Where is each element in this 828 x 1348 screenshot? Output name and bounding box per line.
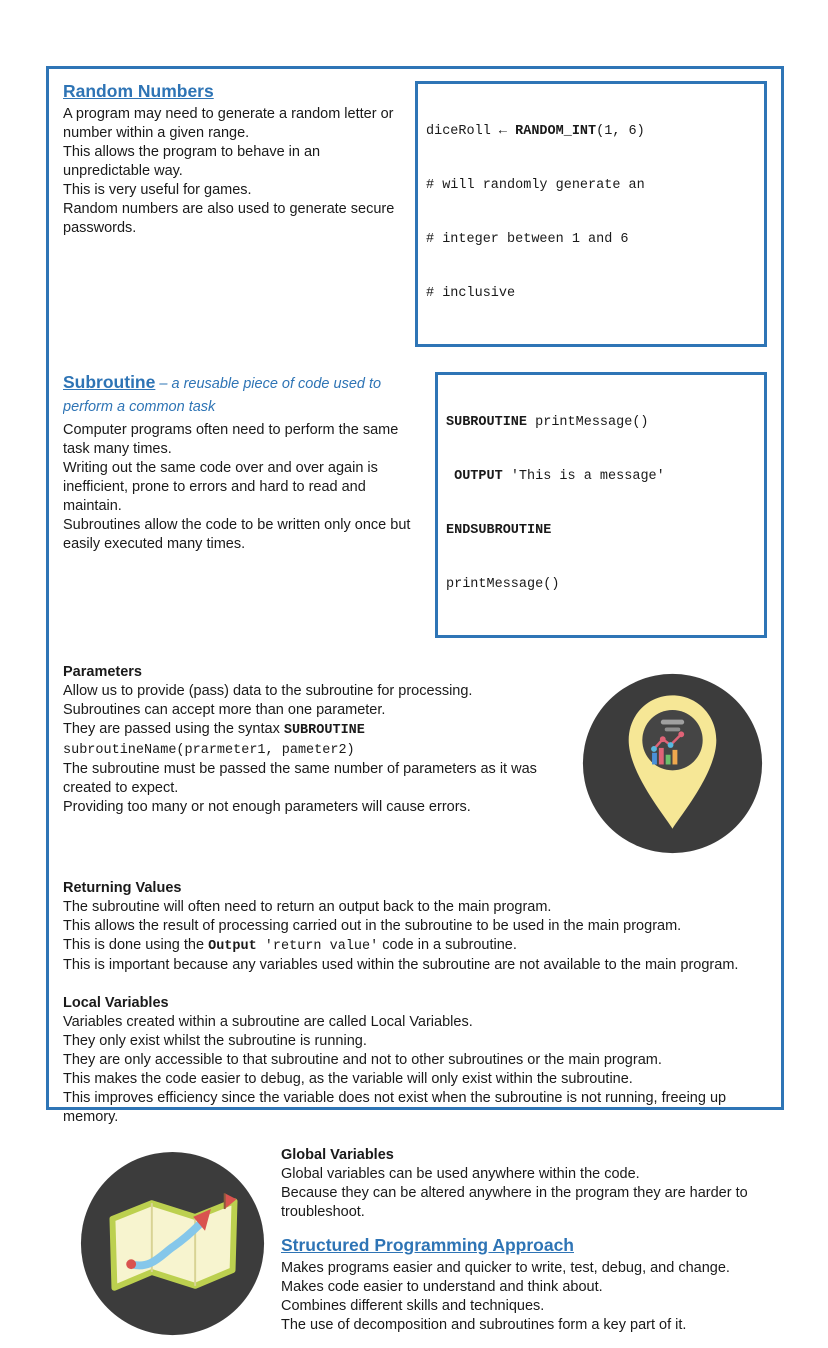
text-line: Computer programs often need to perform the same task many times. [63,422,399,457]
code-keyword: SUBROUTINE [283,723,365,738]
text-line: They only exist whilst the subroutine is running. [63,1033,367,1049]
section-random-numbers [63,81,767,353]
code-comment: # will randomly generate an [426,178,645,193]
text-line: Global variables can be used anywhere within the code. [281,1166,640,1182]
section-subroutine [63,372,767,644]
text-line: This allows the result of processing carried out in the subroutine to be used in the main program. [63,918,682,934]
heading-subtitle: – a reusable piece of code used to perform a common task [63,376,382,415]
text-line: Writing out the same code over and over again is inefficient, prone to errors and hard to read and maintain. [63,460,378,514]
code-keyword: OUTPUT [454,469,503,484]
text-line: The subroutine will often need to return an output back to the main program. [63,899,552,915]
text: code in a subroutine. [378,937,517,953]
code-text [446,469,454,484]
text-line: Because they can be altered anywhere in the program they are harder to troubleshoot. [281,1185,748,1220]
code-text: printMessage() [527,415,649,430]
heading-structured-programming: Structured Programming Approach [281,1235,574,1255]
code-snippet-subroutine [435,372,767,638]
inline-code: subroutineName(prarmeter1, pameter2) [63,743,355,758]
text-line: This is important because any variables used within the subroutine are not available to the main program. [63,957,739,973]
code-line [446,522,756,540]
code-snippet-random-int [415,81,767,347]
heading-returning-values: Returning Values [63,880,182,896]
text-line: Makes code easier to understand and think about. [281,1279,603,1295]
code-line [446,468,756,486]
text-line: They are only accessible to that subroutine and not to other subroutines or the main program. [63,1052,662,1068]
code-text: diceRoll ← [426,124,516,139]
section-local-variables [63,994,767,1127]
code-line: printMessage() [446,577,560,592]
code-line [446,414,756,432]
text-line: The use of decomposition and subroutines form a key part of it. [281,1317,687,1333]
inline-code: 'return value' [256,939,379,954]
text-line: A program may need to generate a random letter or number within a given range. [63,106,394,141]
code-text: 'This is a message' [502,469,665,484]
text-line: Combines different skills and techniques. [281,1298,545,1314]
chart-pin-icon [580,671,765,856]
code-text: (1, 6) [596,124,645,139]
text-line: Subroutines allow the code to be written only once but easily executed many times. [63,517,411,552]
code-keyword: RANDOM_INT [515,124,597,139]
code-comment: # inclusive [426,286,516,301]
text-line: Subroutines can accept more than one parameter. [63,702,386,718]
code-keyword: SUBROUTINE [446,415,528,430]
code-line [426,123,756,141]
text-line: Makes programs easier and quicker to write, test, debug, and change. [281,1260,730,1276]
map-route-icon [77,1148,269,1340]
text-line [63,936,767,956]
text-line: This allows the program to behave in an unpredictable way. [63,144,321,179]
code-comment: # integer between 1 and 6 [426,232,629,247]
text-line: This is very useful for games. [63,182,252,198]
heading-local-variables: Local Variables [63,995,169,1011]
text-line: The subroutine must be passed the same number of parameters as it was created to expect. [63,761,537,796]
bottom-section [63,1146,767,1348]
code-keyword: ENDSUBROUTINE [446,523,552,538]
heading-parameters: Parameters [63,664,142,680]
heading-text: Subroutine [63,372,156,392]
text: This is done using the [63,937,209,953]
section-parameters [63,663,767,860]
text-line: Variables created within a subroutine are called Local Variables. [63,1014,473,1030]
text-line: This makes the code easier to debug, as the variable will only exist within the subroutine. [63,1071,633,1087]
text-line: Random numbers are also used to generate secure passwords. [63,201,395,236]
text: They are passed using the syntax [63,721,284,737]
heading-global-variables: Global Variables [281,1147,394,1163]
heading-random-numbers: Random Numbers [63,81,214,101]
text-line: This improves efficiency since the variable does not exist when the subroutine is not running, freeing up memory. [63,1090,727,1125]
text-line: Allow us to provide (pass) data to the subroutine for processing. [63,683,473,699]
page-border [46,66,784,1333]
text-line: Providing too many or not enough parameters will cause errors. [63,799,471,815]
section-returning-values [63,879,767,975]
code-keyword: Output [208,939,257,954]
